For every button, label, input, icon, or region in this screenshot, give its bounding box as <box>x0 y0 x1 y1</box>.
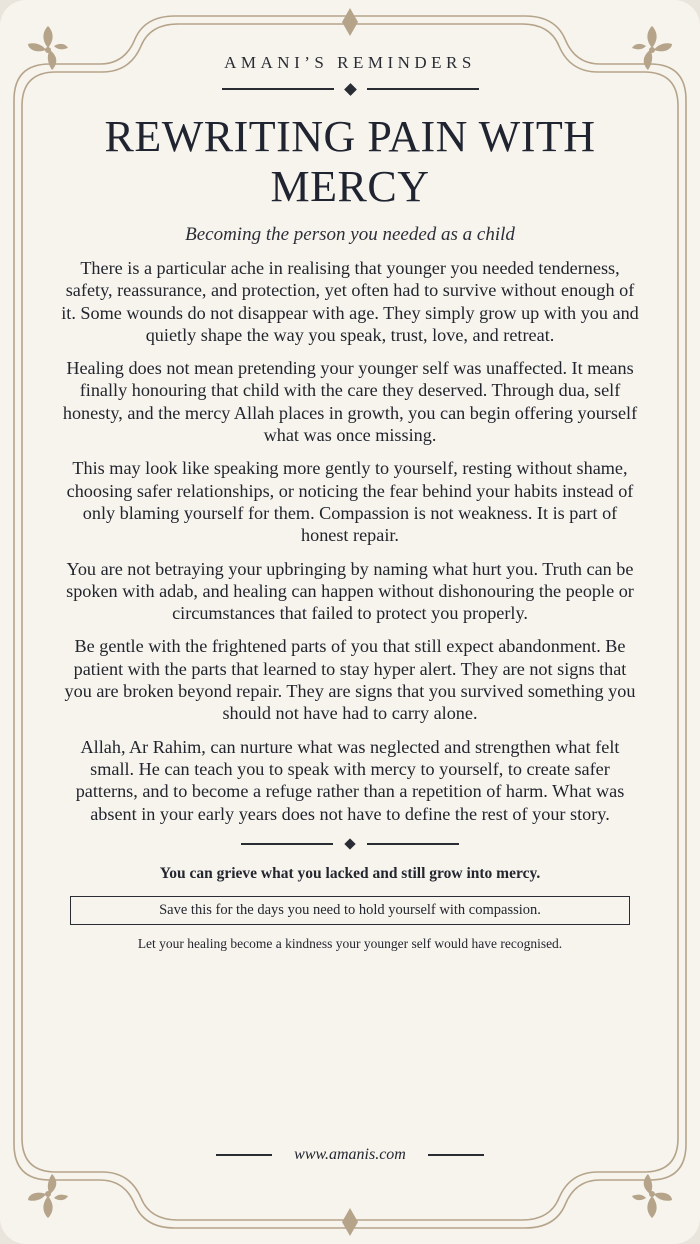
subtitle: Becoming the person you needed as a child <box>185 224 515 245</box>
top-diamond-ornament-icon <box>342 8 358 36</box>
closing-divider <box>60 836 640 852</box>
paragraph: This may look like speaking more gently to yourself, resting without shame, choosing safer relationships, or noticing the fear behind your habits instead of only blaming yourself for them. Compassion is not weakness. It is part of honest repair. <box>66 458 634 546</box>
bottom-diamond-ornament-icon <box>342 1208 358 1236</box>
footer-line <box>216 1154 272 1156</box>
paragraph: Allah, Ar Rahim, can nurture what was neglected and strengthen what felt small. He can teach you to speak with mercy to yourself, to create safer patterns, and to become a refuge rather than a repetition of harm. What was absent in your early years does not have to define the rest of your story. <box>75 736 625 824</box>
brand-name: AMANI’S REMINDERS <box>224 53 476 72</box>
save-note-box: Save this for the days you need to hold yourself with compassion. <box>70 896 630 925</box>
closing-statement: You can grieve what you lacked and still grow into mercy. <box>159 864 541 882</box>
title-line-2: MERCY <box>270 162 430 211</box>
paragraph: Be gentle with the frightened parts of you that still expect abandonment. Be patient with the parts that learned to stay hyper alert. They are not signs that you are broken beyond repair. They are signs that you survived something you should not have had to carry alone. <box>64 636 636 724</box>
divider-line <box>367 88 479 90</box>
diamond-divider-icon <box>344 838 355 849</box>
page-title <box>60 112 640 212</box>
body-text <box>60 257 640 825</box>
paragraph: There is a particular ache in realising that younger you needed tenderness, safety, reassurance, and protection, yet often had to survive without enough of it. Some wounds do not disappear with age. They simply grow up with you and quietly shape the way you speak, trust, love, and retreat. <box>61 258 639 345</box>
card-content <box>60 52 640 953</box>
paragraph: You are not betraying your upbringing by naming what hurt you. Truth can be spoken with adab, and healing can happen without dishonouring the people or circumstances that failed to protect you properly. <box>66 558 634 624</box>
title-line-1: REWRITING PAIN WITH <box>104 112 596 161</box>
divider-line <box>222 88 334 90</box>
footnote: Let your healing become a kindness your younger self would have recognised. <box>137 935 563 951</box>
divider-line <box>367 843 459 845</box>
divider-line <box>241 843 333 845</box>
diamond-divider-icon <box>344 83 357 96</box>
footer <box>0 1146 700 1164</box>
website-link[interactable]: www.amanis.com <box>294 1146 406 1163</box>
footer-line <box>428 1154 484 1156</box>
paragraph: Healing does not mean pretending your younger self was unaffected. It means finally honouring that child with the care they deserved. Through dua, self honesty, and the mercy Allah places in growth, you can begin offering yourself what was once missing. <box>62 358 638 446</box>
header-divider <box>60 80 640 98</box>
